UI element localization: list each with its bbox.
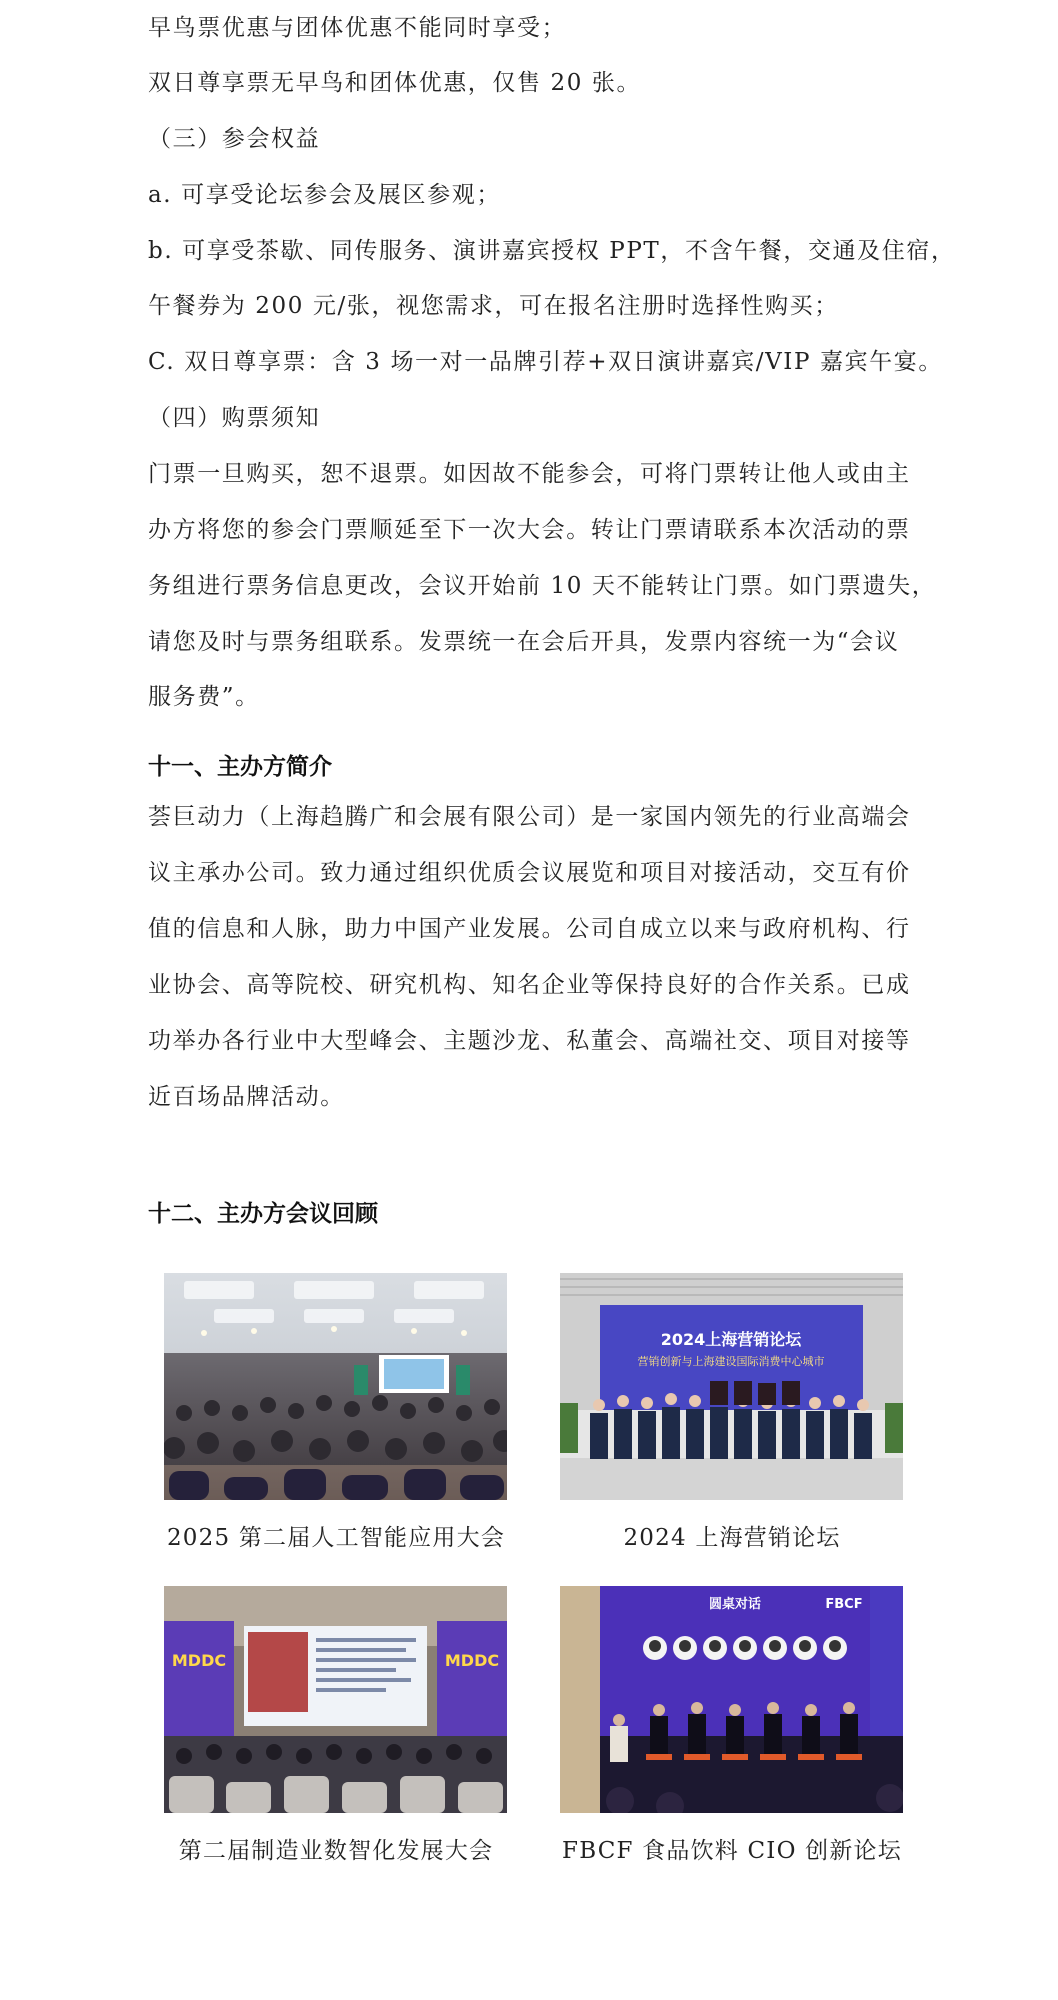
mddc-conference-photo bbox=[164, 1586, 507, 1813]
notice-line-3: 务组进行票务信息更改，会议开始前 10 天不能转让门票。如门票遗失， bbox=[148, 573, 937, 599]
notice-line-5: 服务费”。 bbox=[148, 684, 260, 710]
gallery-caption-1: 2025 第二届人工智能应用大会 bbox=[166, 1525, 506, 1551]
organizer-line-1: 荟巨动力（上海趋腾广和会展有限公司）是一家国内领先的行业高端会 bbox=[148, 804, 911, 830]
fbcf-logo: FBCF bbox=[825, 1597, 863, 1612]
review-heading: 十二、主办方会议回顾 bbox=[148, 1201, 378, 1227]
organizer-line-6: 近百场品牌活动。 bbox=[148, 1084, 345, 1110]
notice-line-4: 请您及时与票务组联系。发票统一在会后开具，发票内容统一为“会议 bbox=[148, 629, 900, 655]
benefits-line-c: C. 双日尊享票：含 3 场一对一品牌引荐+双日演讲嘉宾/VIP 嘉宾午宴。 bbox=[148, 349, 943, 375]
gallery-caption-2: 2024 上海营销论坛 bbox=[623, 1525, 841, 1551]
banner-title: 2024上海营销论坛 bbox=[660, 1330, 802, 1349]
gallery-caption-4: FBCF 食品饮料 CIO 创新论坛 bbox=[562, 1838, 902, 1864]
conference-hall-photo bbox=[164, 1273, 507, 1500]
benefits-line-b-cont: 午餐券为 200 元/张，视您需求，可在报名注册时选择性购买； bbox=[148, 293, 839, 319]
organizer-line-3: 值的信息和人脉，助力中国产业发展。公司自成立以来与政府机构、行 bbox=[148, 916, 911, 942]
benefits-line-b: b. 可享受茶歇、同传服务、演讲嘉宾授权 PPT，不含午餐，交通及住宿， bbox=[148, 238, 956, 264]
organizer-heading: 十一、主办方简介 bbox=[148, 754, 332, 780]
ticket-note-1: 早鸟票优惠与团体优惠不能同时享受； bbox=[148, 15, 567, 41]
banner-subtitle: 营销创新与上海建设国际消费中心城市 bbox=[637, 1355, 825, 1368]
ticket-note-2: 双日尊享票无早鸟和团体优惠，仅售 20 张。 bbox=[148, 70, 642, 96]
group-photo-stage bbox=[560, 1273, 903, 1500]
notice-line-2: 办方将您的参会门票顺延至下一次大会。转让门票请联系本次活动的票 bbox=[148, 517, 911, 543]
notice-title: （四）购票须知 bbox=[148, 405, 321, 431]
organizer-line-4: 业协会、高等院校、研究机构、知名企业等保持良好的合作关系。已成 bbox=[148, 972, 911, 998]
benefits-title: （三）参会权益 bbox=[148, 126, 321, 152]
mddc-logo-left: MDDC bbox=[171, 1651, 227, 1670]
benefits-line-a: a. 可享受论坛参会及展区参观； bbox=[148, 182, 501, 208]
panel-discussion-photo bbox=[560, 1586, 903, 1813]
organizer-line-2: 议主承办公司。致力通过组织优质会议展览和项目对接活动，交互有价 bbox=[148, 860, 911, 886]
mddc-logo-right: MDDC bbox=[444, 1651, 500, 1670]
notice-line-1: 门票一旦购买，恕不退票。如因故不能参会，可将门票转让他人或由主 bbox=[148, 461, 911, 487]
fbcf-panel-title: 圆桌对话 bbox=[708, 1597, 762, 1612]
gallery-caption-3: 第二届制造业数智化发展大会 bbox=[178, 1838, 494, 1864]
organizer-line-5: 功举办各行业中大型峰会、主题沙龙、私董会、高端社交、项目对接等 bbox=[148, 1028, 911, 1054]
